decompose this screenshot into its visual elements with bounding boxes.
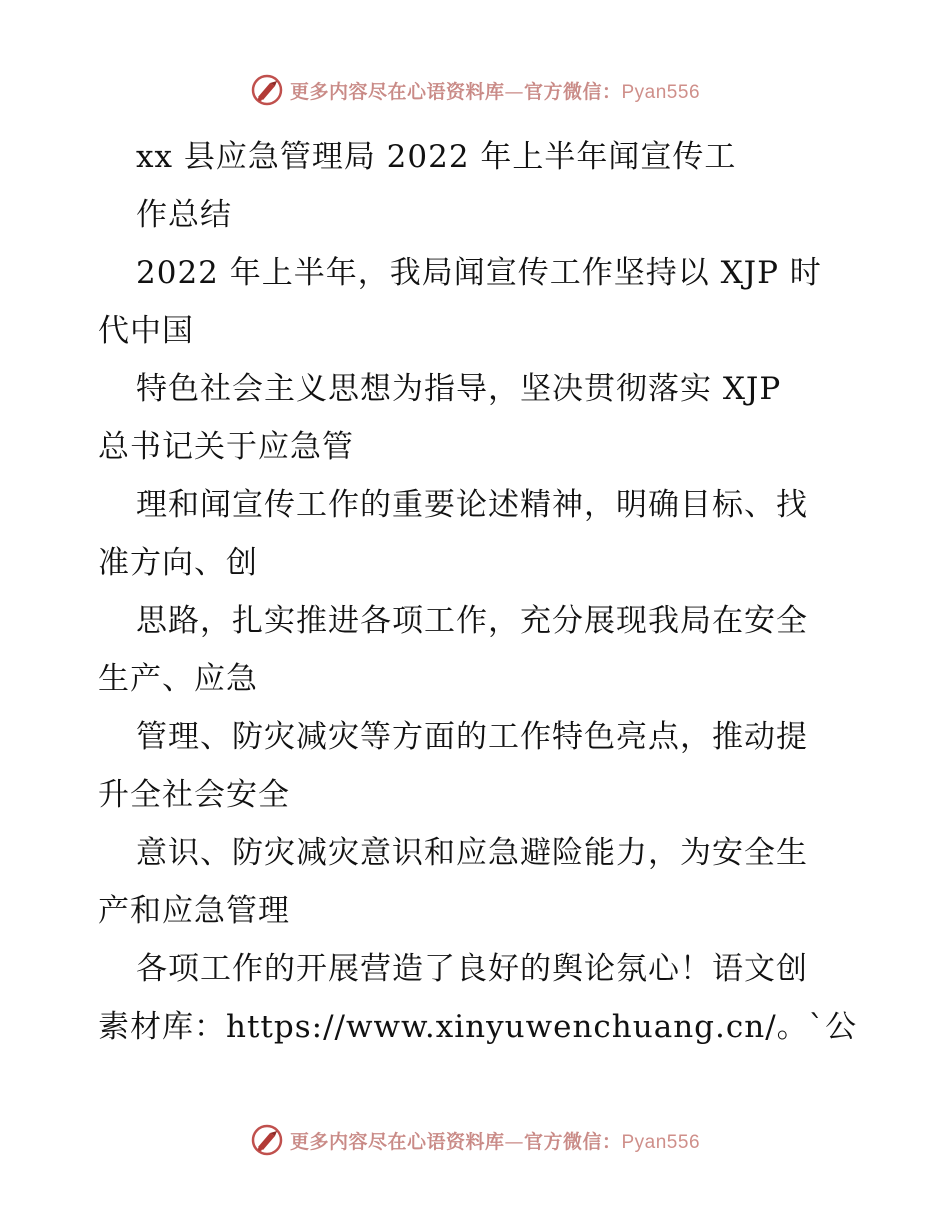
watermark-wechat-id: Pyan556	[621, 81, 701, 103]
paragraph-line: 管理、防灾减灾等方面的工作特色亮点，推动提	[136, 719, 808, 755]
watermark-text	[290, 1127, 700, 1154]
paragraph-line-url: 素材库：https://www.xinyuwenchuang.cn/。`公	[98, 1009, 858, 1045]
paragraph-line: 2022 年上半年，我局闻宣传工作坚持以 XJP 时	[136, 255, 822, 291]
watermark-text	[290, 77, 700, 104]
paragraph-line: 产和应急管理	[98, 893, 290, 929]
paragraph-line: 意识、防灾减灾意识和应急避险能力，为安全生	[136, 835, 808, 871]
pen-nib-logo-icon	[250, 73, 284, 107]
paragraph-line: 各项工作的开展营造了良好的舆论氛心！语文创	[136, 951, 808, 987]
watermark-group	[250, 1123, 700, 1157]
paragraph-line: 生产、应急	[98, 661, 258, 697]
paragraph-line: 思路，扎实推进各项工作，充分展现我局在安全	[136, 603, 808, 639]
watermark-dash: —	[504, 1130, 524, 1153]
document-body	[98, 128, 858, 1056]
watermark-wechat-label: 官方微信：	[523, 1130, 622, 1153]
footer-watermark	[0, 1120, 950, 1160]
watermark-main: 更多内容尽在心语资料库	[289, 80, 505, 103]
watermark-main: 更多内容尽在心语资料库	[289, 1130, 505, 1153]
title-line-1: xx 县应急管理局 2022 年上半年闻宣传工	[136, 139, 737, 175]
watermark-wechat-label: 官方微信：	[523, 80, 622, 103]
paragraph-line: 准方向、创	[98, 545, 258, 581]
watermark-wechat-id: Pyan556	[621, 1131, 701, 1153]
pen-nib-logo-icon	[250, 1123, 284, 1157]
title-line-2: 作总结	[136, 197, 232, 233]
paragraph-line: 升全社会安全	[98, 777, 290, 813]
paragraph-line: 代中国	[98, 313, 194, 349]
watermark-group	[250, 73, 700, 107]
paragraph-line: 总书记关于应急管	[98, 429, 354, 465]
paragraph-line: 特色社会主义思想为指导，坚决贯彻落实 XJP	[136, 371, 782, 407]
watermark-dash: —	[504, 80, 524, 103]
header-watermark	[0, 70, 950, 110]
paragraph-line: 理和闻宣传工作的重要论述精神，明确目标、找	[136, 487, 808, 523]
